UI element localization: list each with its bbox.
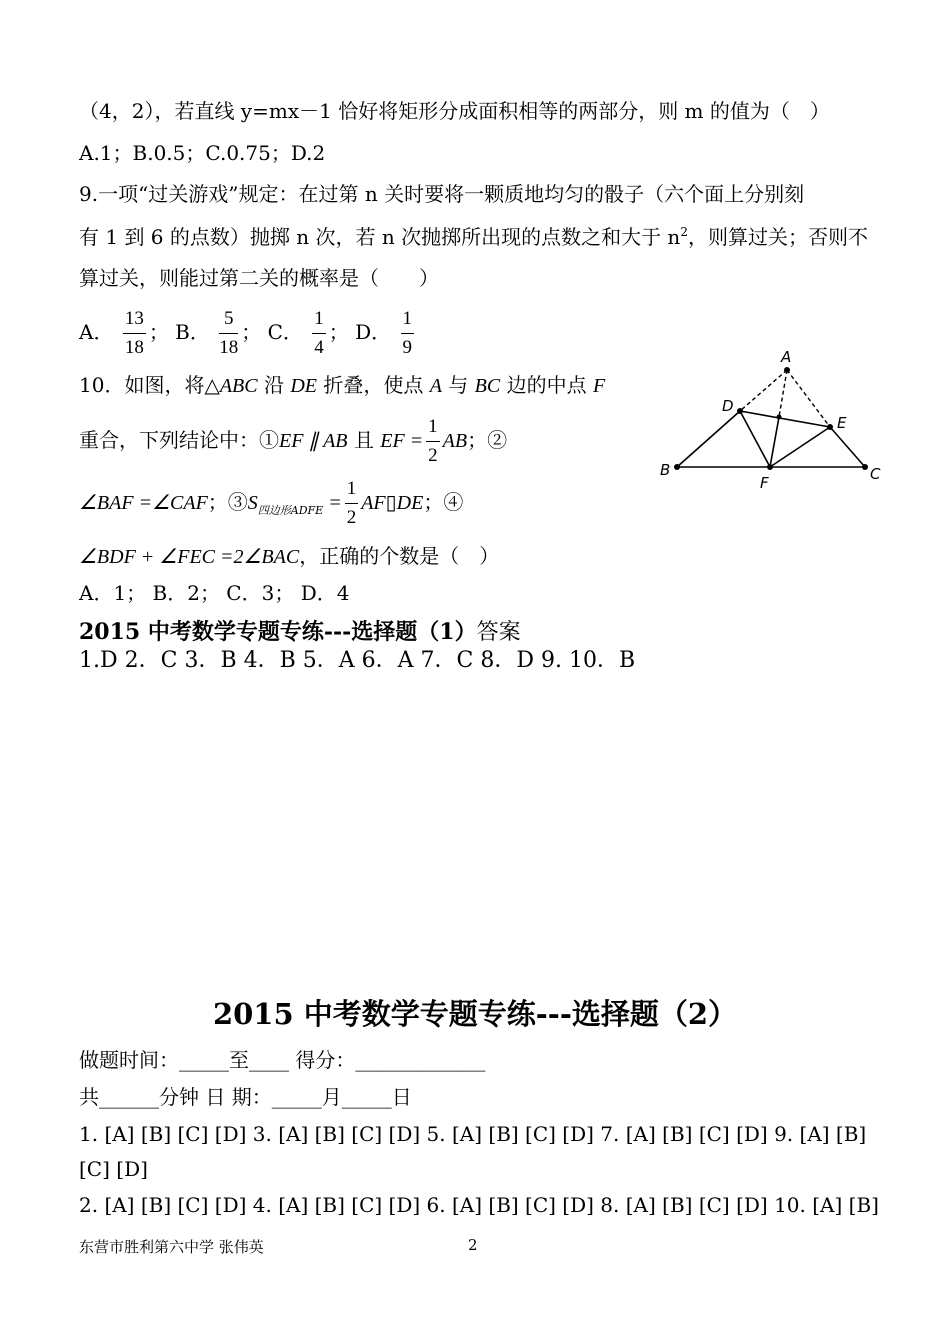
q10-subscript: 四边形ADFE (257, 504, 324, 517)
q10-text: 沿 (257, 373, 291, 397)
fraction-numerator: 13 (123, 308, 146, 334)
fraction-denominator: 18 (124, 337, 144, 358)
section2-time-line: 做题时间：_____至____ 得分：_____________ (79, 1048, 486, 1072)
q10-text: 且 (347, 428, 381, 452)
q10-text: ；④ (423, 490, 464, 514)
q9-option-d-label: D． (355, 320, 392, 344)
section2-total-line: 共______分钟 日 期：_____月_____日 (79, 1085, 412, 1109)
segment-ef (770, 427, 830, 467)
fraction-denominator: 2 (428, 445, 438, 466)
q10-text: 重合，下列结论中：① (79, 428, 279, 452)
q10-text: 与 (441, 373, 475, 397)
fraction-denominator: 2 (346, 507, 357, 528)
q9-line3: 算过关，则能过第二关的概率是（ ） (79, 266, 439, 290)
q10-text: ，正确的个数是（ ） (299, 544, 500, 568)
fraction-numerator: 1 (426, 416, 440, 442)
q9-options (79, 308, 417, 359)
section2-title: 2015 中考数学专题专练---选择题（2） (212, 997, 738, 1031)
q9-option-d-fraction (401, 308, 415, 359)
q10-text: 边的中点 (500, 373, 593, 397)
point-d (737, 408, 743, 414)
q10-math: A (429, 375, 442, 397)
q10-math: F (592, 375, 606, 397)
label-e: E (837, 414, 847, 432)
footer-school: 东营市胜利第六中学 张伟英 (79, 1238, 264, 1256)
dashed-ad (740, 370, 787, 411)
point-intersection (777, 415, 782, 420)
answers-heading-plain: 答案 (476, 620, 521, 645)
label-d: D (722, 397, 734, 415)
q10-math: AB (442, 430, 468, 452)
q8-text: （4，2），若直线 y=mx－1 恰好将矩形分成面积相等的两部分，则 m 的值为（ ） (79, 99, 830, 123)
segment-ce (830, 427, 865, 467)
q10-math: ∠BAF =∠CAF (79, 492, 208, 514)
segment-df (740, 411, 770, 467)
q9-line2 (79, 226, 868, 247)
q10-line1 (79, 375, 605, 396)
label-a: A (781, 348, 792, 366)
point-a (784, 367, 790, 373)
answer-grid-row-1: 1. [A] [B] [C] [D] 3. [A] [B] [C] [D] 5. [A] [B] [C] [D] 7. [A] [B] [C] [D] 9. [A] [B] (79, 1122, 867, 1146)
answers-heading-bold: 2015 中考数学专题专练---选择题（1） (79, 619, 477, 645)
label-c: C (870, 465, 881, 483)
q9-exponent: 2 (680, 225, 688, 239)
segment-bd (677, 411, 740, 467)
answers-heading (79, 621, 521, 644)
dashed-ae (787, 370, 830, 427)
q10-triangle-figure (650, 345, 890, 495)
label-b: B (660, 461, 671, 479)
fraction-denominator: 4 (314, 337, 324, 358)
missing-glyph: ▯ (385, 490, 397, 514)
point-f (767, 464, 773, 470)
answers-line: 1.D 2．C 3．B 4．B 5．A 6．A 7．C 8．D 9. 10．B (79, 648, 636, 673)
q10-line2 (79, 416, 507, 467)
q10-fraction-half (426, 416, 440, 467)
fraction-numerator: 1 (312, 308, 326, 334)
segment-af-inner (770, 417, 779, 467)
fraction-numerator: 5 (219, 308, 238, 334)
q10-math: S (247, 492, 258, 514)
point-b (674, 464, 680, 470)
q9-option-b-label: B． (175, 320, 210, 344)
q10-math: EF = (380, 430, 424, 452)
q10-line3 (79, 478, 463, 529)
separator: ； (241, 320, 262, 344)
q10-options: A．1； B．2； C．3； D．4 (79, 581, 350, 605)
q10-math: AF (361, 492, 386, 514)
fraction-numerator: 1 (401, 308, 415, 334)
footer-page-number: 2 (468, 1236, 478, 1254)
q8-options: A.1；B.0.5；C.0.75；D.2 (79, 141, 326, 165)
separator: ； (328, 320, 349, 344)
q10-math: BC (474, 375, 501, 397)
q9-line2-post: ，则算过关；否则不 (687, 225, 868, 249)
q10-fraction-half (345, 478, 359, 529)
q9-option-b-fraction (219, 308, 238, 359)
answer-grid-row-1-wrap: [C] [D] (79, 1157, 148, 1181)
answer-grid-row-2: 2. [A] [B] [C] [D] 4. [A] [B] [C] [D] 6. [A] [B] [C] [D] 8. [A] [B] [C] [D] 10. [A] [B] (79, 1193, 879, 1217)
fraction-denominator: 9 (402, 337, 413, 358)
q10-math: DE (396, 492, 424, 514)
point-e (827, 424, 833, 430)
q10-math: ∠BDF + ∠FEC =2∠BAC (79, 546, 300, 568)
q10-text: 10．如图，将△ (79, 373, 220, 397)
q10-math: ABC (219, 375, 258, 397)
fraction-denominator: 18 (219, 337, 239, 358)
q9-option-a-label: A． (79, 320, 114, 344)
label-f: F (760, 474, 769, 492)
q10-text: 折叠，使点 (317, 373, 430, 397)
q9-line2-pre: 有 1 到 6 的点数）抛掷 n 次，若 n 次抛掷所出现的点数之和大于 n (79, 225, 681, 249)
q10-line4 (79, 546, 499, 567)
segment-de (740, 411, 830, 427)
q10-math: = (323, 492, 342, 514)
q10-text: ；③ (207, 490, 248, 514)
q9-option-c-label: C． (267, 320, 303, 344)
q10-math: EF ∥ AB (279, 430, 348, 452)
q9-option-a-fraction (123, 308, 146, 359)
separator: ； (148, 320, 169, 344)
q9-option-c-fraction (312, 308, 326, 359)
dashed-af (779, 370, 787, 417)
q9-line1: 9.一项“过关游戏”规定：在过第 n 关时要将一颗质地均匀的骰子（六个面上分别刻 (79, 182, 805, 206)
fraction-numerator: 1 (345, 478, 359, 504)
point-c (862, 464, 868, 470)
q10-text: ；② (467, 428, 508, 452)
q10-math: DE (290, 375, 318, 397)
